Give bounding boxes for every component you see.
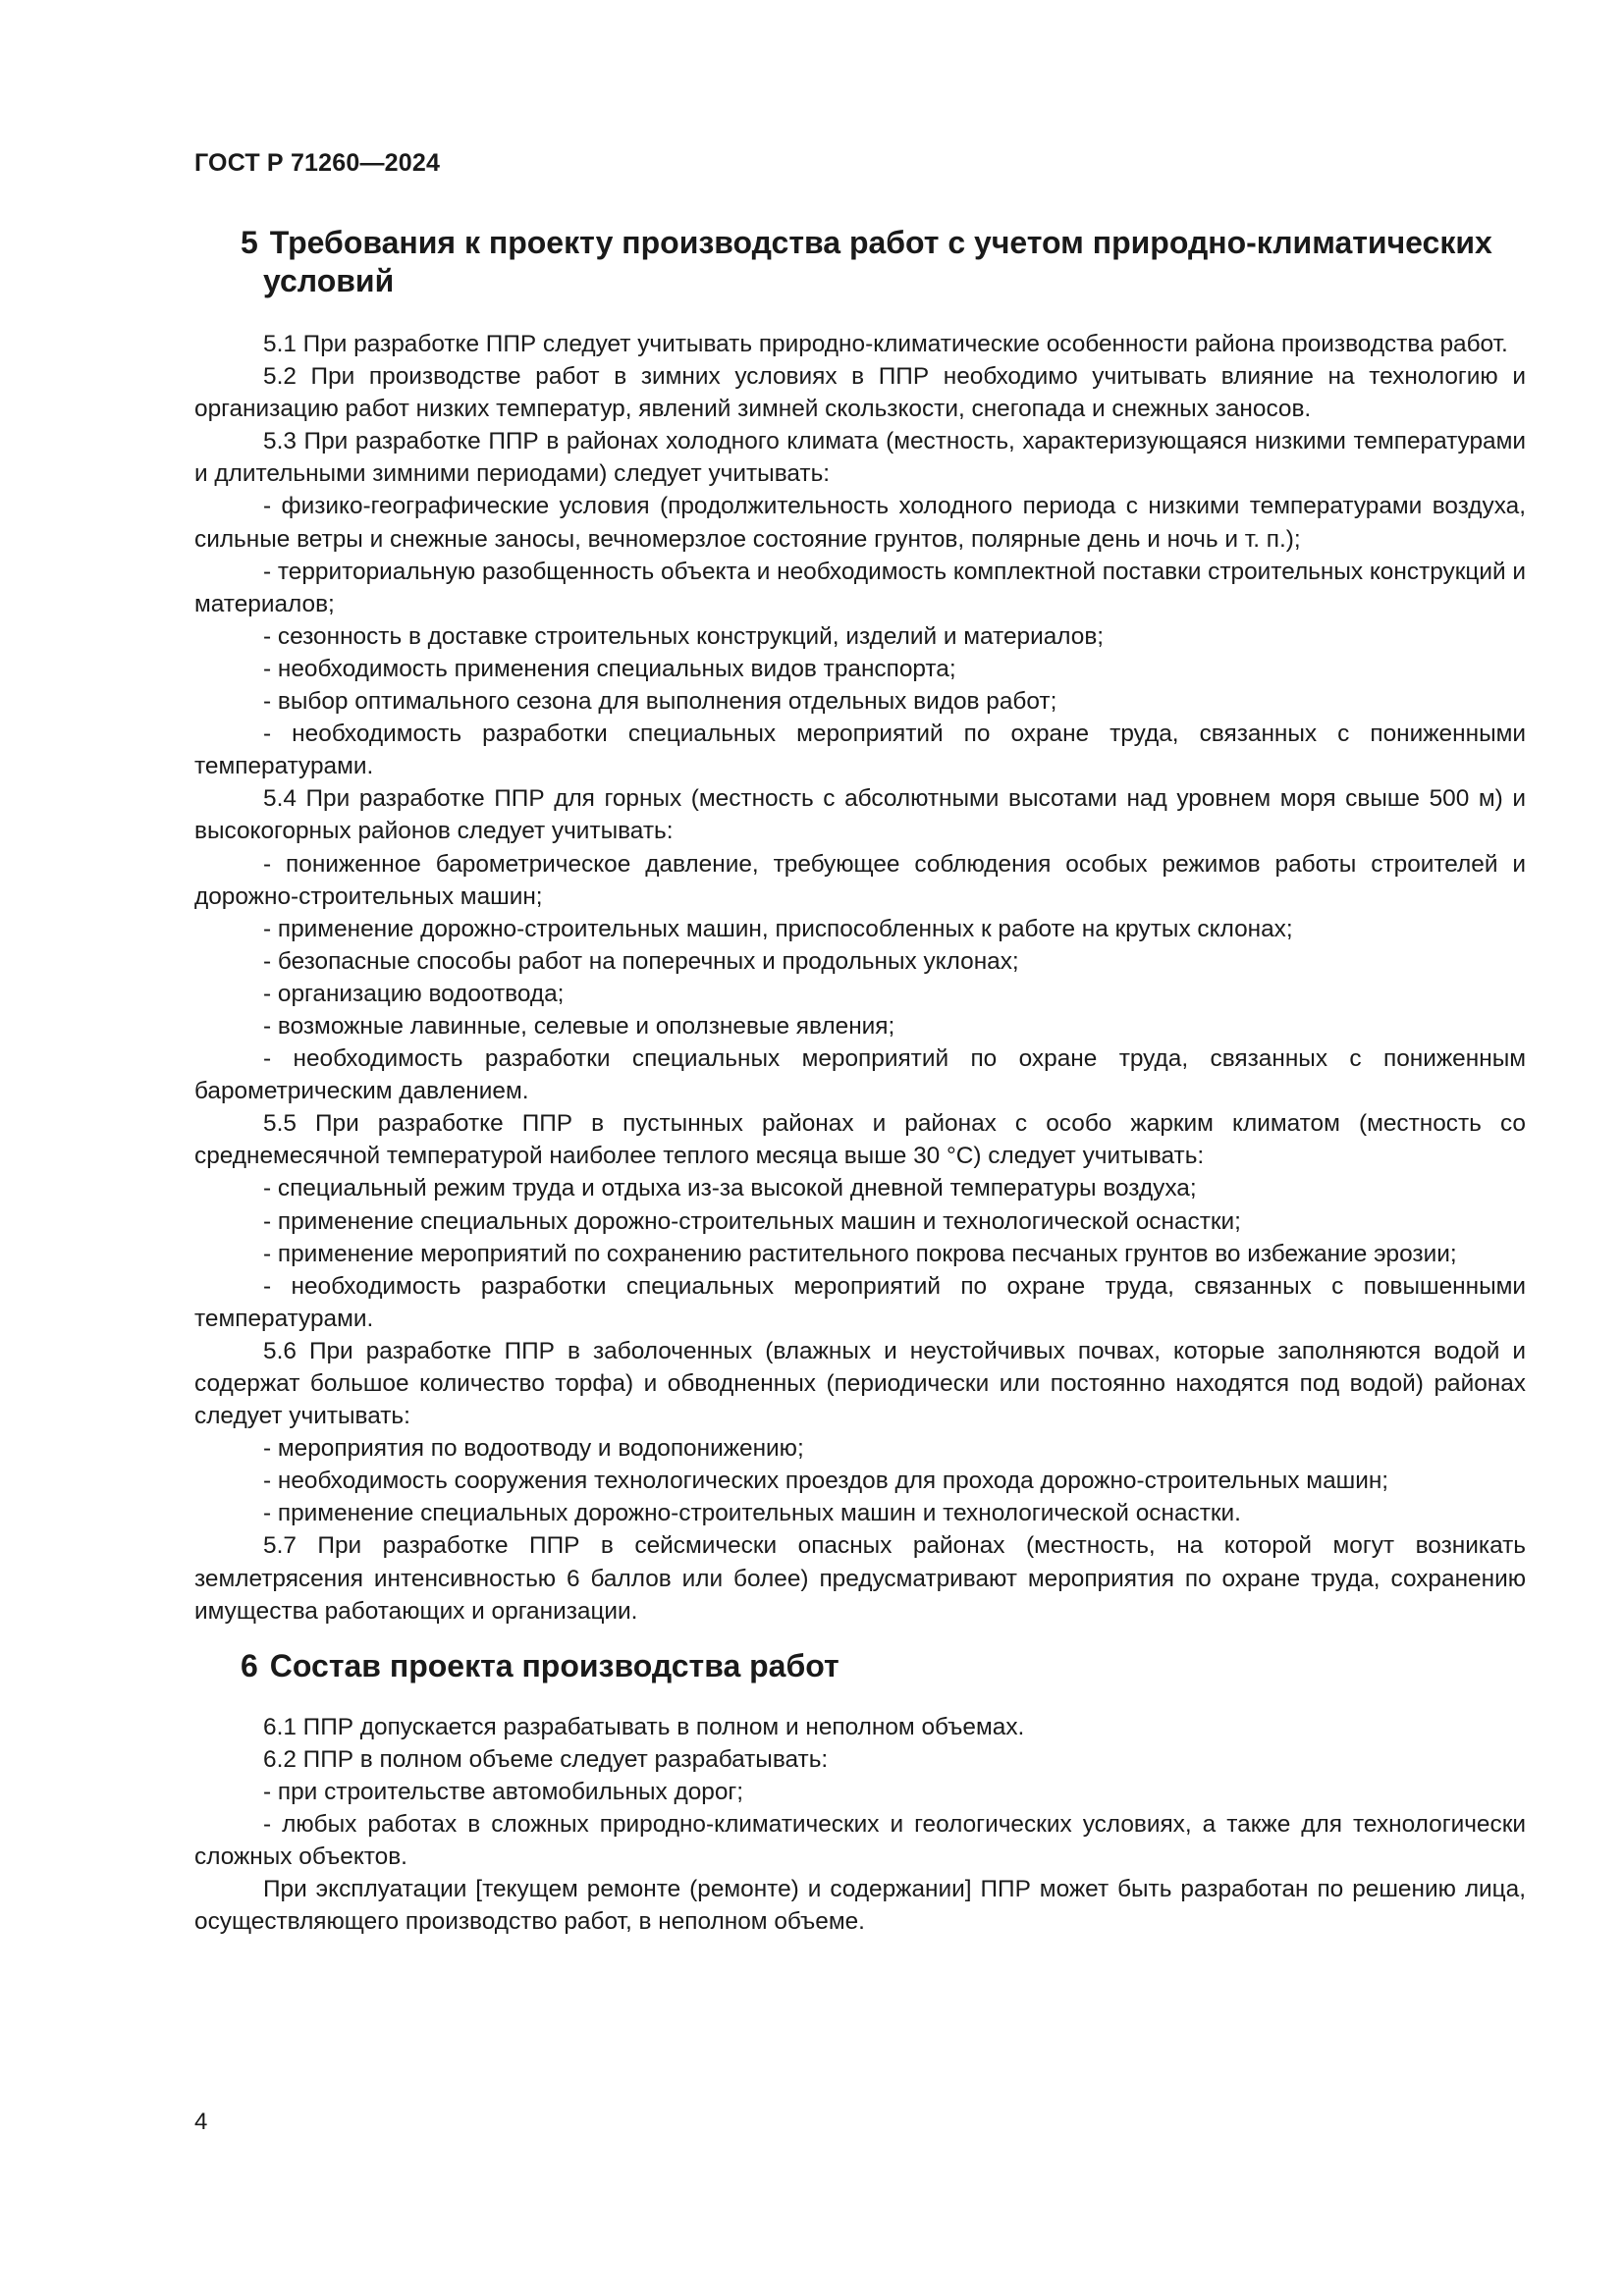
- list-item: - возможные лавинные, селевые и оползневые явления;: [263, 1012, 895, 1040]
- list-item: - пониженное барометрическое давление, требующее соблюдения особых режимов работы строителей и дорожно-строительных машин;: [194, 850, 1526, 910]
- paragraph-5-4: 5.4 При разработке ППР для горных (местность с абсолютными высотами над уровнем моря свыше 500 м) и высокогорных районов следует учитывать:: [194, 785, 1526, 845]
- section-6-title: [194, 1647, 1526, 1685]
- paragraph-5-7: 5.7 При разработке ППР в сейсмически опасных районах (местность, на которой могут возникать землетрясения интенсивностью 6 баллов или более) предусматривают мероприятия по охране труда, сохранению имущества работающих и организации.: [194, 1532, 1526, 1625]
- paragraph-5-6: 5.6 При разработке ППР в заболоченных (влажных и неустойчивых почвах, которые заполняются водой и содержат большое количество торфа) и обводненных (периодически или постоянно находятся под водой) районах следует учитывать:: [194, 1337, 1526, 1430]
- paragraph-5-2: 5.2 При производстве работ в зимних условиях в ППР необходимо учитывать влияние на технологию и организацию работ низких температур, явлений зимней скользкости, снегопада и снежных заносов.: [194, 363, 1526, 423]
- list-item: - применение специальных дорожно-строительных машин и технологической оснастки;: [263, 1207, 1241, 1235]
- list-item: - необходимость разработки специальных мероприятий по охране труда, связанных с повышенными температурами.: [194, 1272, 1526, 1332]
- section-5-title-text: Требования к проекту производства работ с учетом природно-климатических условий: [263, 225, 1492, 298]
- section-6-body: [194, 1711, 1526, 1939]
- list-item: - необходимость сооружения технологических проездов для прохода дорожно-строительных машин;: [263, 1468, 1389, 1495]
- paragraph-5-1: 5.1 При разработке ППР следует учитывать природно-климатические особенности района производства работ.: [263, 331, 1508, 357]
- list-item: - применение мероприятий по сохранению растительного покрова песчаных грунтов во избежание эрозии;: [263, 1240, 1457, 1267]
- list-item: - мероприятия по водоотводу и водопонижению;: [263, 1435, 804, 1463]
- list-item: - физико-географические условия (продолжительность холодного периода с низкими температурами воздуха, сильные ветры и снежные заносы, вечномерзлое состояние грунтов, полярные день и ночь и т. п.);: [194, 493, 1526, 553]
- paragraph-6-3: При эксплуатации [текущем ремонте (ремонте) и содержании] ППР может быть разработан по решению лица, осуществляющего производство работ, в неполном объеме.: [194, 1876, 1526, 1936]
- section-6-title-text: Состав проекта производства работ: [269, 1647, 839, 1683]
- list-item: - специальный режим труда и отдыха из-за высокой дневной температуры воздуха;: [263, 1175, 1197, 1202]
- list-item: - организацию водоотвода;: [263, 980, 565, 1007]
- list-item: - необходимость разработки специальных мероприятий по охране труда, связанных с пониженным барометрическим давлением.: [194, 1045, 1526, 1105]
- paragraph-5-3: 5.3 При разработке ППР в районах холодного климата (местность, характеризующаяся низкими температурами и длительными зимними периодами) следует учитывать:: [194, 428, 1526, 488]
- list-item: - необходимость разработки специальных мероприятий по охране труда, связанных с пониженными температурами.: [194, 721, 1526, 780]
- paragraph-5-5: 5.5 При разработке ППР в пустынных районах и районах с особо жарким климатом (местность со среднемесячной температурой наиболее теплого месяца выше 30 °С) следует учитывать:: [194, 1110, 1526, 1170]
- page-number: 4: [194, 2109, 208, 2135]
- list-item: - применение дорожно-строительных машин, приспособленных к работе на крутых склонах;: [263, 915, 1293, 942]
- list-item: - территориальную разобщенность объекта и необходимость комплектной поставки строительных конструкций и материалов;: [194, 558, 1526, 617]
- list-item: - безопасные способы работ на поперечных и продольных уклонах;: [263, 947, 1019, 975]
- list-item: - при строительстве автомобильных дорог;: [263, 1778, 744, 1805]
- list-item: - выбор оптимального сезона для выполнения отдельных видов работ;: [263, 688, 1057, 716]
- list-item: - сезонность в доставке строительных конструкций, изделий и материалов;: [263, 622, 1105, 650]
- list-item: - необходимость применения специальных видов транспорта;: [263, 655, 956, 682]
- list-item: - любых работах в сложных природно-климатических и геологических условиях, а также для технологически сложных объектов.: [194, 1811, 1526, 1871]
- section-5-title: [194, 224, 1526, 300]
- list-item: - применение специальных дорожно-строительных машин и технологической оснастки.: [263, 1500, 1241, 1527]
- document-body: [194, 224, 1526, 1938]
- section-5-number: 5: [241, 225, 258, 260]
- paragraph-6-2: 6.2 ППР в полном объеме следует разрабатывать:: [263, 1745, 829, 1773]
- section-5-body: [194, 328, 1526, 1628]
- paragraph-6-1: 6.1 ППР допускается разрабатывать в полном и неполном объемах.: [263, 1713, 1025, 1740]
- document-code: ГОСТ Р 71260—2024: [194, 149, 441, 177]
- section-6-number: 6: [241, 1647, 258, 1683]
